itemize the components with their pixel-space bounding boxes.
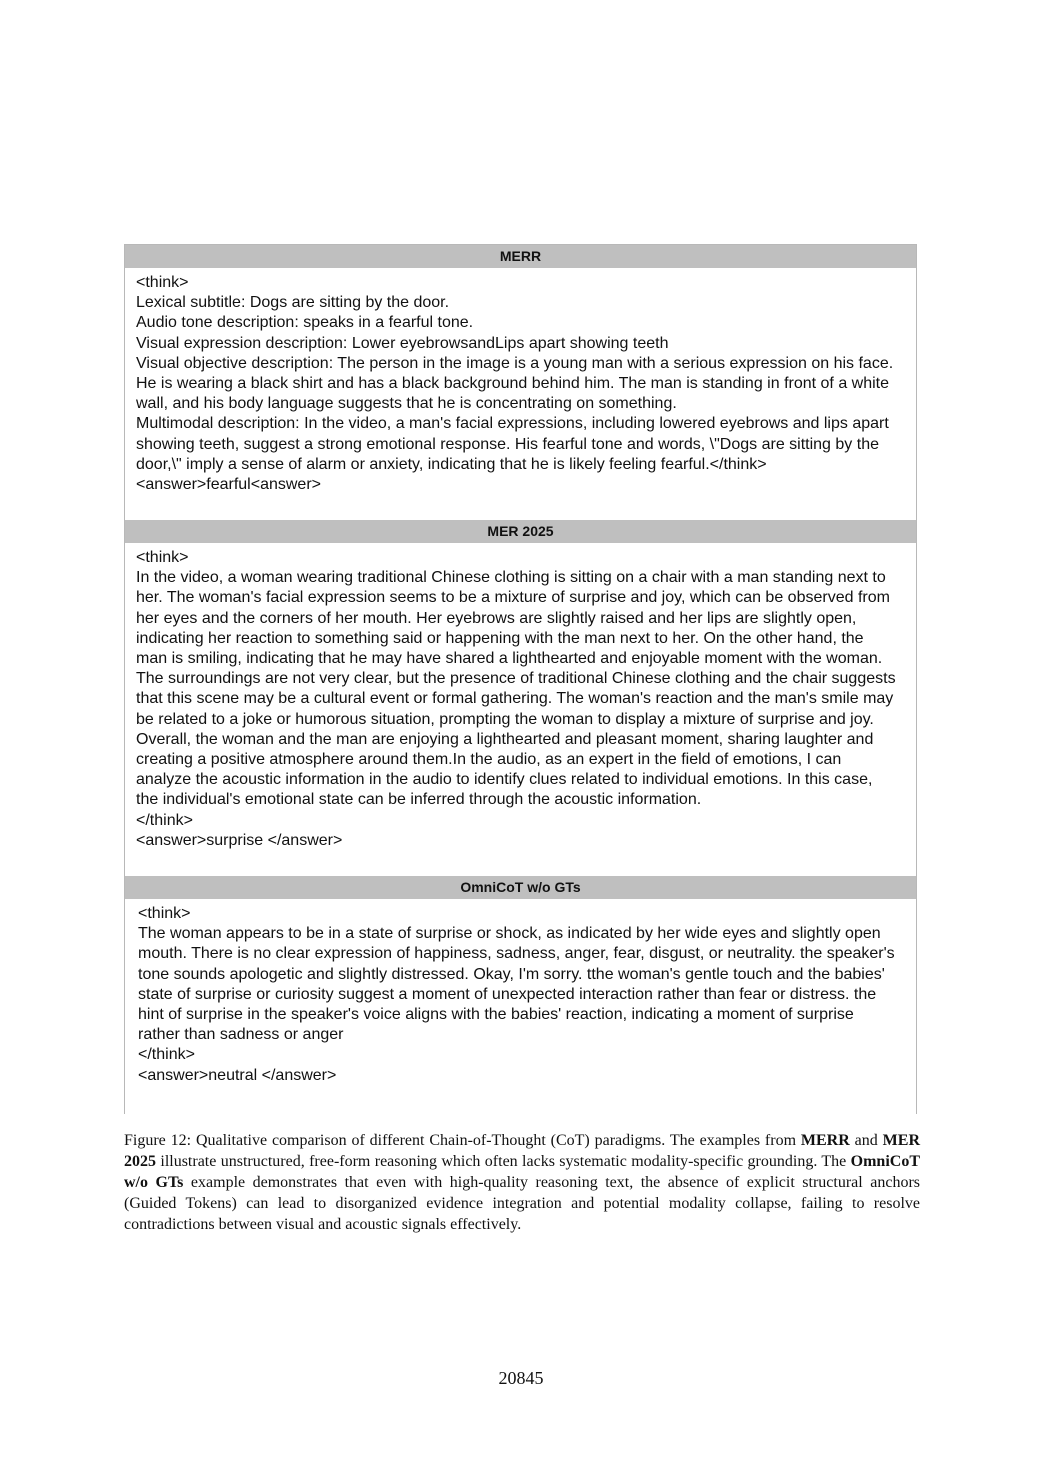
lexical-subtitle: Lexical subtitle: Dogs are sitting by the door. <box>136 294 450 312</box>
answer-line: <answer>surprise </answer> <box>136 831 343 849</box>
figure-table <box>124 244 917 1114</box>
reasoning-paragraph: In the video, a woman wearing traditional Chinese clothing is sitting on a chair with a man standing next to her. The woman's facial expression seems to be a mixture of surprise and joy, which can be observed from her eyes and the corners of her mouth. Her eyebrows are slightly raised and her lips are slightly open, indicating her reaction to something said or happening with the man next to her. On the other hand, the man is smiling, indicating that he may have shared a lighthearted and enjoyable moment with the woman. The surroundings are not very clear, but the presence of traditional Chinese clothing and the chair suggests that this scene may be a cultural event or formal gathering. The woman's reaction and the man's smile may be related to a joke or humorous situation, prompting the woman to display a mixture of surprise and joy. Overall, the woman and the man are enjoying a lighthearted and pleasant moment, sharing laughter and creating a positive atmosphere around them.In the audio, as an expert in the field of emotions, I can analyze the acoustic information in the audio to identify clues related to individual emotions. In this case, the individual's emotional state can be inferred through the acoustic information. <box>136 569 901 809</box>
think-open: <think> <box>136 549 189 566</box>
caption-bold-omnicot: OmniCoT w/o GTs <box>124 1153 920 1191</box>
visual-expression-description: Visual expression description: Lower eyebrowsandLips apart showing teeth <box>136 334 669 352</box>
visual-objective-description: Visual objective description: The person in the image is a young man with a serious expression on his face. He is wearing a black shirt and has a black background behind him. The man is standing in front of a white wall, and his body language suggests that he is concentrating on something. <box>136 354 898 413</box>
caption-bold-mer2025: MER 2025 <box>124 1132 920 1170</box>
figure-caption: Figure 12: Qualitative comparison of different Chain-of-Thought (CoT) paradigms. The examples from MERR and MER 2025 illustrate unstructured, free-form reasoning which often lacks systematic modality-specific grounding. The OmniCoT w/o GTs example demonstrates that even with high-quality reasoning text, the absence of explicit structural anchors (Guided Tokens) can lead to disorganized evidence integration and potential modality collapse, failing to resolve contradictions between visual and acoustic signals effectively. <box>124 1132 921 1233</box>
think-close: </think> <box>138 1046 195 1064</box>
section-body-merr <box>136 273 896 495</box>
section-header-mer2025: MER 2025 <box>125 520 916 543</box>
multimodal-description: Multimodal description: In the video, a man's facial expressions, including lowered eyebrows and lips apart showing teeth, suggest a strong emotional response. His fearful tone and words, \"Dogs are sitting by the door,\" imply a sense of alarm or anxiety, indicating that he is likely feeling fearful.</think> <box>136 415 894 473</box>
answer-line: <answer>fearful<answer> <box>136 476 321 494</box>
answer-line: <answer>neutral </answer> <box>138 1066 337 1084</box>
section-body-omnicot <box>138 904 900 1086</box>
audio-tone-description: Audio tone description: speaks in a fearful tone. <box>136 314 474 332</box>
page-number: 20845 <box>498 1368 544 1388</box>
section-header-omnicot: OmniCoT w/o GTs <box>125 876 916 899</box>
think-open: <think> <box>138 905 191 922</box>
think-close: </think> <box>136 811 193 829</box>
caption-bold-merr: MERR <box>800 1132 850 1149</box>
reasoning-paragraph: The woman appears to be in a state of surprise or shock, as indicated by her wide eyes and slightly open mouth. There is no clear expression of happiness, sadness, anger, fear, disgust, or neutrality. the speaker's tone sounds apologetic and slightly distressed. Okay, I'm sorry. tthe woman's gentle touch and the babies' state of surprise or curiosity suggest a moment of unexpected interaction rather than fear or distress. the hint of surprise in the speaker's voice aligns with the babies' reaction, indicating a moment of surprise rather than sadness or anger <box>138 925 900 1044</box>
think-open: <think> <box>136 274 189 291</box>
section-body-mer2025 <box>136 548 901 851</box>
section-header-merr: MERR <box>125 245 916 268</box>
